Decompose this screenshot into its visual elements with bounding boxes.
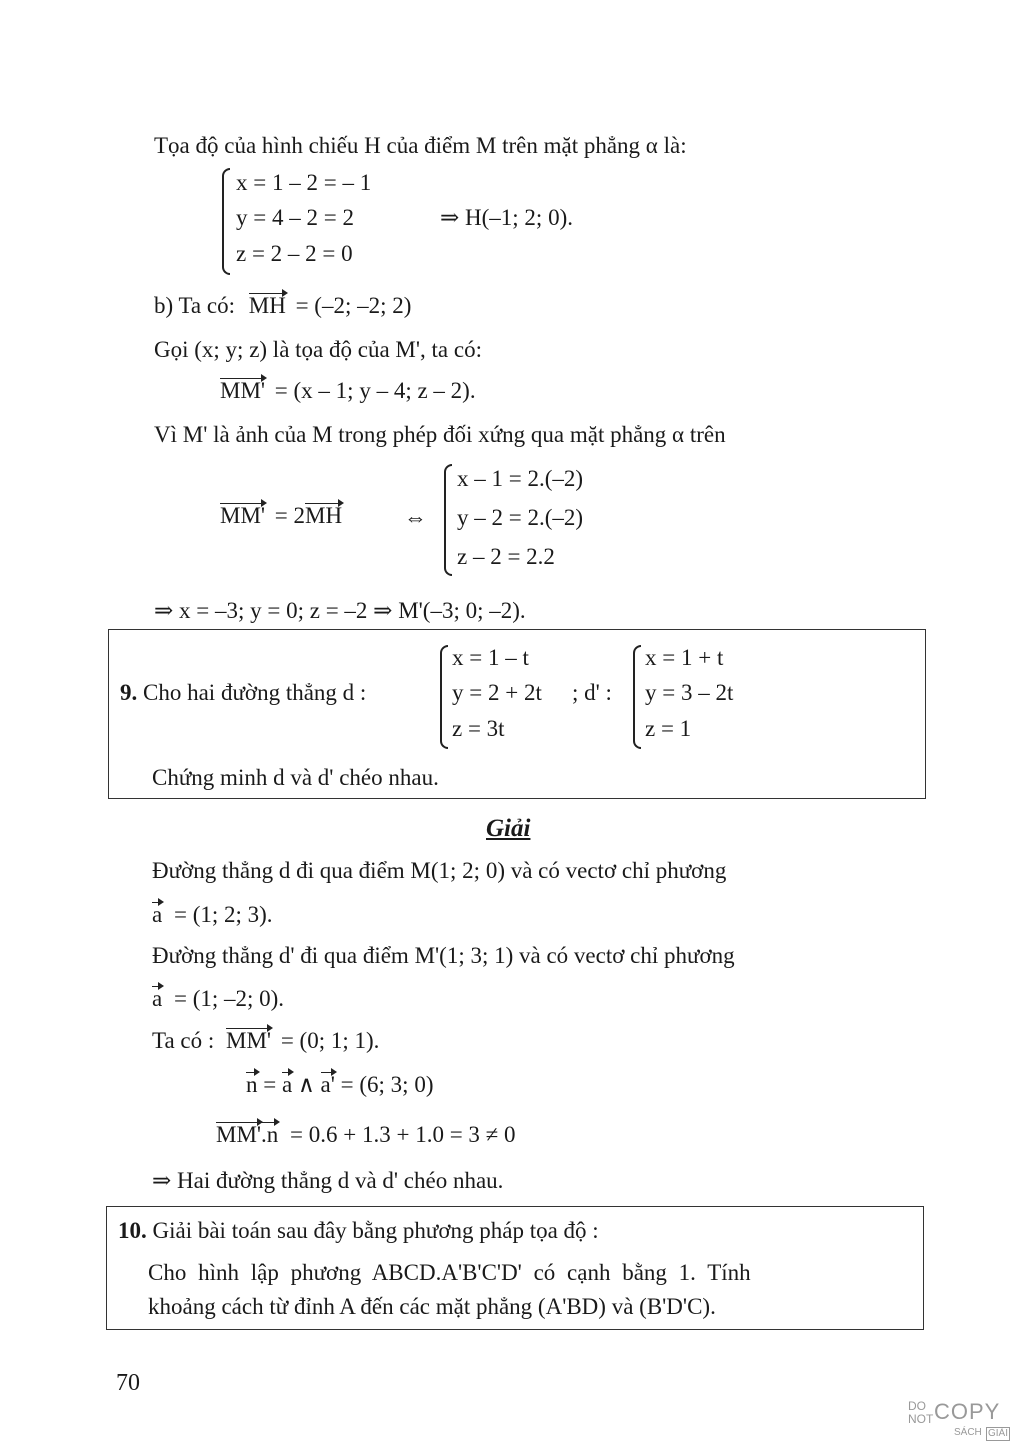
equation-line: y – 2 = 2.(–2): [457, 505, 584, 530]
system-brace: [444, 464, 452, 576]
stamp-sach: SÁCH: [954, 1427, 982, 1438]
vector-mm-prime: MM': [216, 1122, 262, 1147]
problem-task: Chứng minh d và d' chéo nhau.: [152, 765, 439, 790]
separator: ; d' :: [572, 680, 612, 705]
equation-line: z = 2 – 2 = 0: [236, 241, 353, 266]
stamp-do: DO: [908, 1399, 926, 1413]
projection-result: ⇒ H(–1; 2; 0).: [440, 205, 573, 230]
equation-line: x = 1 + t: [645, 645, 724, 670]
vector-value: = (0; 1; 1).: [280, 1028, 380, 1053]
vector-value: = (1; –2; 0).: [173, 986, 285, 1011]
vector-mm-prime: MM': [220, 503, 266, 528]
dot-product-value: = 0.6 + 1.3 + 1.0 = 3 ≠ 0: [290, 1122, 516, 1147]
problem-number: 10.: [118, 1218, 147, 1243]
problem-body-line: Cho hình lập phương ABCD.A'B'C'D' có cạnh bằng 1. Tính: [148, 1260, 751, 1285]
vector-a-prime: a': [320, 1072, 335, 1097]
problem-9-statement: [120, 680, 366, 706]
vector-line: [152, 902, 273, 928]
problem-text: Cho hai đường thẳng d :: [143, 680, 367, 705]
part-b-label: b) Ta có:: [154, 293, 235, 318]
equation-line: x = 1 – 2 = – 1: [236, 170, 372, 195]
vector-n: .n: [261, 1122, 279, 1147]
vector-a: a: [281, 1072, 293, 1097]
text-line: Gọi (x; y; z) là tọa độ của M', ta có:: [154, 337, 482, 362]
vector-mm-prime: MM': [220, 378, 266, 403]
vector-mm-prime: MM': [226, 1028, 272, 1053]
projection-intro: Tọa độ của hình chiếu H của điểm M trên mặt phẳng α là:: [154, 133, 687, 158]
vector-value: = (1; 2; 3).: [173, 902, 273, 927]
vector-n: n: [246, 1072, 258, 1097]
problem-text: Giải bài toán sau đây bằng phương pháp tọa độ :: [152, 1218, 599, 1243]
equation-line: y = 4 – 2 = 2: [236, 205, 354, 230]
wedge-symbol: ∧: [297, 1072, 315, 1097]
conclusion-line: ⇒ Hai đường thẳng d và d' chéo nhau.: [152, 1168, 504, 1193]
equation-line: y = 2 + 2t: [452, 680, 542, 705]
equation-line: z – 2 = 2.2: [457, 544, 555, 569]
system-brace: [633, 645, 641, 749]
text-line: Đường thẳng d đi qua điểm M(1; 2; 0) và có vectơ chỉ phương: [152, 858, 727, 883]
vector-value: = (x – 1; y – 4; z – 2).: [274, 378, 476, 403]
equals: =: [263, 1072, 277, 1097]
equation-line: x = 1 – t: [452, 645, 529, 670]
vector-line: [152, 986, 284, 1012]
stamp-giai: GIẢI: [988, 1428, 1009, 1439]
system-brace: [440, 645, 448, 749]
stamp-copy: COPY: [934, 1399, 1001, 1424]
equation-line: z = 3t: [452, 716, 505, 741]
solution-heading: Giải: [486, 815, 531, 842]
equation-line: y = 3 – 2t: [645, 680, 734, 705]
page-number: 70: [116, 1370, 140, 1396]
problem-10-statement: [118, 1218, 599, 1244]
dot-product-line: [216, 1122, 516, 1148]
text-line: Vì M' là ảnh của M trong phép đối xứng qua mặt phẳng α trên: [154, 422, 726, 447]
equation-line: x – 1 = 2.(–2): [457, 466, 584, 491]
vector-value: = (6; 3; 0): [340, 1072, 434, 1097]
equation-line: z = 1: [645, 716, 692, 741]
vector-mh: MH: [305, 503, 343, 528]
cross-product-line: [246, 1072, 433, 1098]
vector-a: a: [152, 902, 163, 927]
iff-symbol: ⇔: [404, 505, 427, 530]
stamp-not: NOT: [908, 1412, 934, 1426]
vector-line: [152, 1028, 379, 1054]
result-line: ⇒ x = –3; y = 0; z = –2 ⇒ M'(–3; 0; –2).: [154, 598, 526, 623]
problem-number: 9.: [120, 680, 138, 705]
system-brace: [222, 168, 230, 275]
problem-body-line: khoảng cách từ đỉnh A đến các mặt phẳng (A'BD) và (B'D'C).: [148, 1294, 716, 1319]
vector-equation: [220, 503, 342, 529]
vector-value: = (–2; –2; 2): [295, 293, 412, 318]
vector-a: a: [152, 986, 163, 1011]
part-b-line: [154, 293, 411, 319]
prefix-label: Ta có :: [152, 1028, 215, 1053]
vector-line: [220, 378, 476, 404]
vector-mh: MH: [248, 293, 286, 318]
text-line: Đường thẳng d' đi qua điểm M'(1; 3; 1) và có vectơ chỉ phương: [152, 943, 735, 968]
equals-two: = 2: [274, 503, 306, 528]
